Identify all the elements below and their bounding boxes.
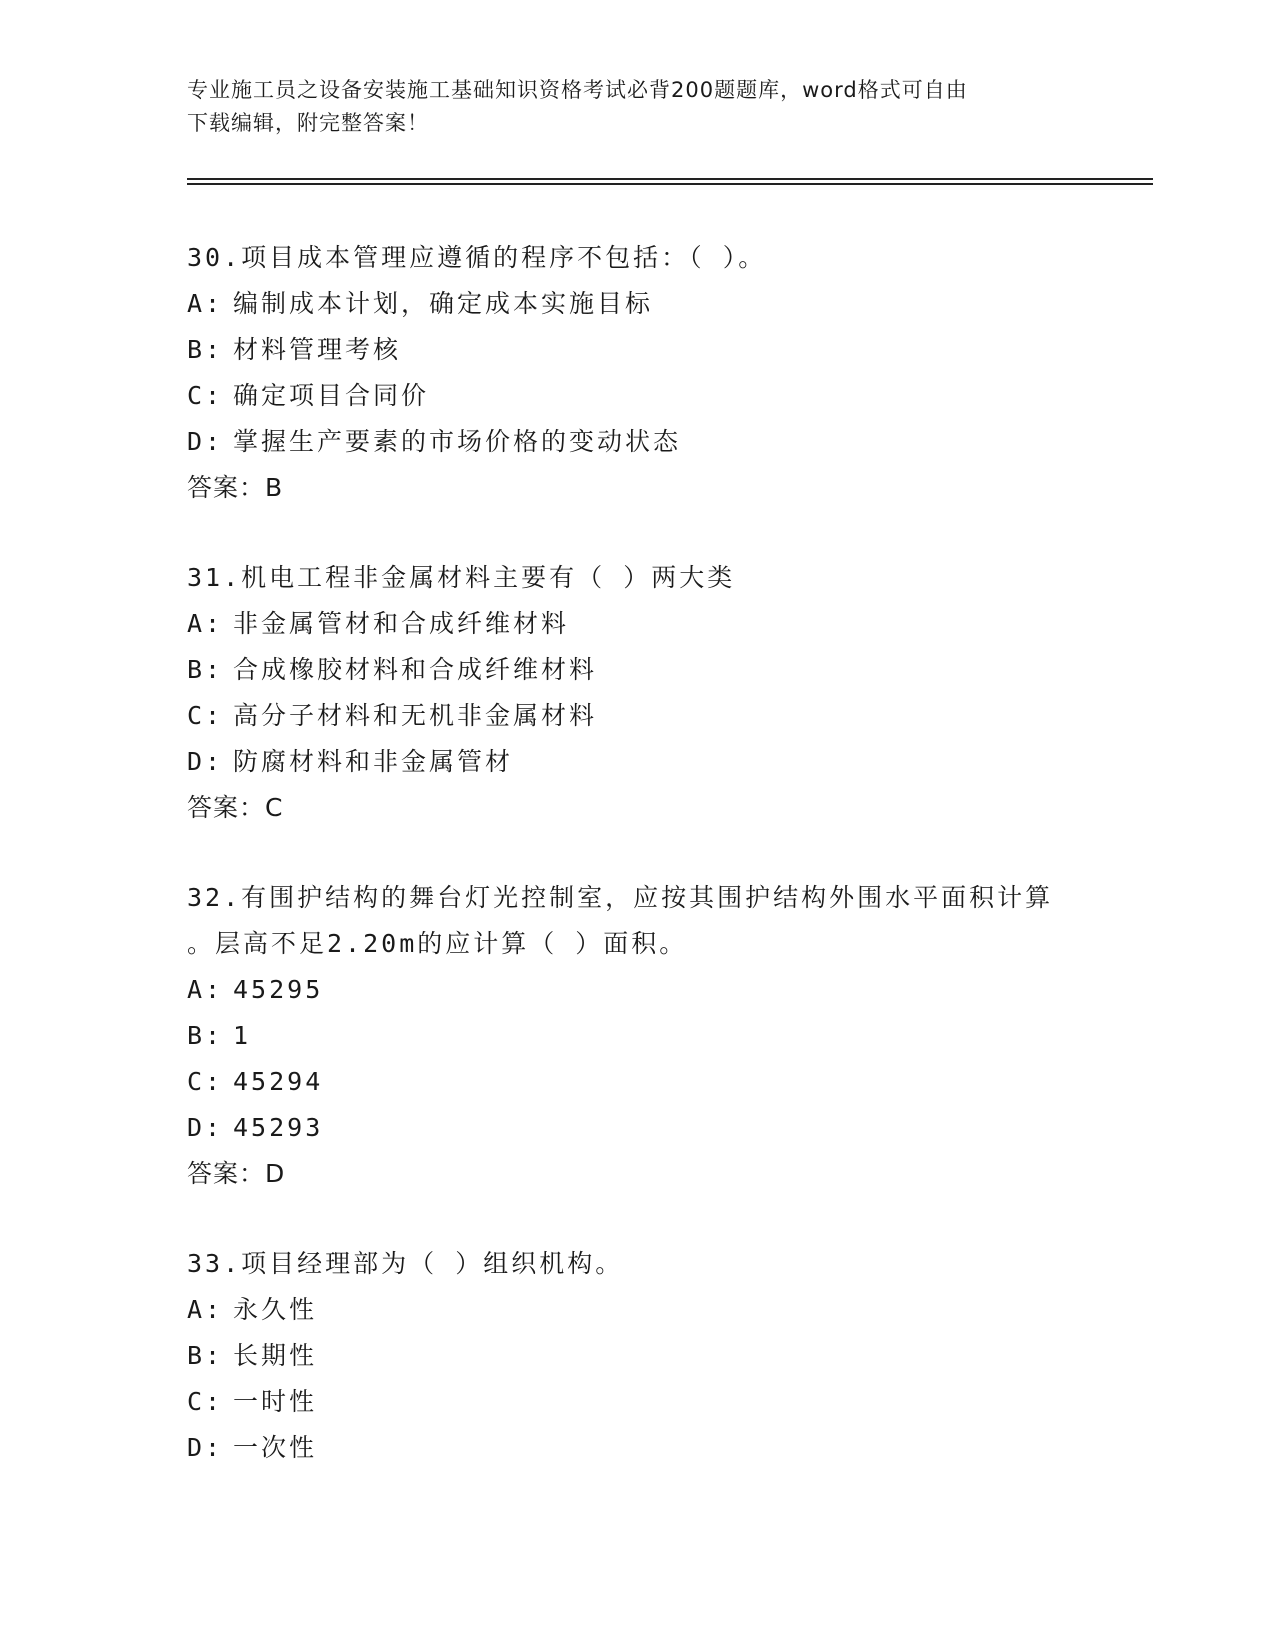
option-b	[187, 327, 1107, 373]
option-key: A:	[187, 609, 224, 638]
option-text: 确定项目合同价	[233, 381, 430, 410]
option-b	[187, 1333, 1107, 1379]
option-text: 一时性	[233, 1387, 318, 1416]
option-a	[187, 281, 1107, 327]
option-a	[187, 1287, 1107, 1333]
option-key: B:	[187, 1021, 224, 1050]
option-key: A:	[187, 1295, 224, 1324]
option-key: C:	[187, 381, 224, 410]
header-divider-top	[187, 178, 1153, 180]
option-key: D:	[187, 747, 224, 776]
option-key: B:	[187, 335, 224, 364]
option-text: 永久性	[233, 1295, 318, 1324]
answer-text: 答案：B	[187, 473, 284, 502]
option-key: D:	[187, 1113, 224, 1142]
answer-text: 答案：C	[187, 793, 284, 822]
option-key: A:	[187, 975, 224, 1004]
header-divider-bottom	[187, 183, 1153, 185]
option-text: 45293	[233, 1113, 324, 1142]
option-text: 合成橡胶材料和合成纤维材料	[233, 655, 598, 684]
question-stem: 31.机电工程非金属材料主要有（ ）两大类	[187, 563, 736, 592]
header-line-2: 下载编辑，附完整答案！	[187, 111, 429, 135]
option-key: D:	[187, 1433, 224, 1462]
option-d	[187, 739, 1107, 785]
question-stem: 33.项目经理部为（ ）组织机构。	[187, 1249, 624, 1278]
option-text: 掌握生产要素的市场价格的变动状态	[233, 427, 682, 456]
option-text: 45295	[233, 975, 324, 1004]
option-text: 材料管理考核	[233, 335, 402, 364]
option-key: C:	[187, 701, 224, 730]
question-stem: 30.项目成本管理应遵循的程序不包括：（ ）。	[187, 243, 767, 272]
option-c	[187, 373, 1107, 419]
question-stem-continued: 。层高不足2.20m的应计算（ ）面积。	[187, 929, 688, 958]
option-text: 1	[233, 1021, 252, 1050]
option-key: C:	[187, 1387, 224, 1416]
option-key: D:	[187, 427, 224, 456]
option-d	[187, 1105, 1107, 1151]
question-33	[187, 1241, 1107, 1471]
question-32	[187, 875, 1107, 1197]
option-b	[187, 1013, 1107, 1059]
option-c	[187, 1059, 1107, 1105]
option-b	[187, 647, 1107, 693]
option-text: 高分子材料和无机非金属材料	[233, 701, 598, 730]
option-text: 一次性	[233, 1433, 318, 1462]
option-d	[187, 1425, 1107, 1471]
option-a	[187, 601, 1107, 647]
question-30	[187, 235, 1107, 511]
option-c	[187, 693, 1107, 739]
document-header	[187, 74, 1087, 140]
question-stem: 32.有围护结构的舞台灯光控制室，应按其围护结构外围水平面积计算	[187, 883, 1054, 912]
option-key: B:	[187, 655, 224, 684]
option-key: C:	[187, 1067, 224, 1096]
option-text: 非金属管材和合成纤维材料	[233, 609, 570, 638]
option-key: B:	[187, 1341, 224, 1370]
option-key: A:	[187, 289, 224, 318]
option-text: 防腐材料和非金属管材	[233, 747, 514, 776]
question-list	[187, 235, 1107, 1515]
option-text: 45294	[233, 1067, 324, 1096]
option-d	[187, 419, 1107, 465]
option-text: 编制成本计划，确定成本实施目标	[233, 289, 654, 318]
answer-text: 答案：D	[187, 1159, 286, 1188]
option-c	[187, 1379, 1107, 1425]
question-31	[187, 555, 1107, 831]
header-line-1: 专业施工员之设备安装施工基础知识资格考试必背200题题库，word格式可自由	[187, 78, 968, 102]
option-text: 长期性	[233, 1341, 318, 1370]
option-a	[187, 967, 1107, 1013]
